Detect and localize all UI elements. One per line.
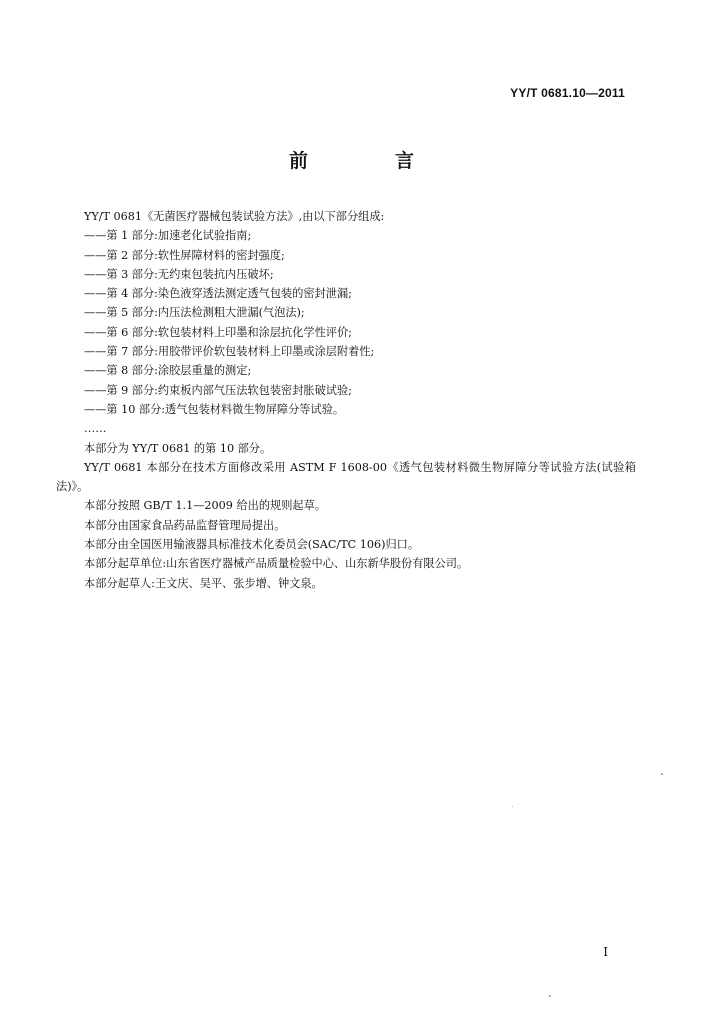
list-item: ——第 5 部分:内压法检测粗大泄漏(气泡法); — [84, 306, 305, 320]
scan-speck — [661, 773, 663, 775]
list-item: ——第 3 部分:无约束包装抗内压破坏; — [84, 267, 274, 281]
document-body — [56, 207, 636, 593]
paragraph-adoption: YY/T 0681 本部分在技术方面修改采用 ASTM F 1608-00《透气包装材料微生物屏障分等试验方法(试验箱法)》。 — [56, 460, 636, 494]
paragraph-proposer: 本部分由国家食品药品监督管理局提出。 — [84, 518, 286, 532]
page-number: I — [603, 945, 608, 959]
paragraph-drafters: 本部分起草人:王文庆、吴平、张步增、钟文泉。 — [84, 576, 323, 590]
intro-line: YY/T 0681《无菌医疗器械包装试验方法》,由以下部分组成: — [84, 210, 385, 223]
ellipsis: …… — [84, 422, 107, 436]
paragraph-drafting-rules: 本部分按照 GB/T 1.1—2009 给出的规则起草。 — [84, 499, 326, 513]
list-item: ——第 2 部分:软性屏障材料的密封强度; — [84, 248, 285, 262]
paragraph-committee: 本部分由全国医用输液器具标准技术化委员会(SAC/TC 106)归口。 — [84, 538, 420, 552]
paragraph-part-number: 本部分为 YY/T 0681 的第 10 部分。 — [84, 441, 272, 455]
standard-number: YY/T 0681.10—2011 — [510, 86, 625, 100]
parts-list — [56, 226, 636, 419]
list-item: ——第 6 部分:软包装材料上印墨和涂层抗化学性评价; — [84, 325, 352, 339]
list-item: ——第 9 部分:约束板内部气压法软包装密封胀破试验; — [84, 383, 352, 397]
page-title: 前 言 — [288, 150, 448, 172]
list-item: ——第 1 部分:加速老化试验指南; — [84, 229, 252, 243]
scan-speck — [512, 806, 513, 807]
list-item: ——第 4 部分:染色液穿透法测定透气包装的密封泄漏; — [84, 287, 352, 301]
list-item: ——第 8 部分:涂胶层重量的测定; — [84, 364, 252, 378]
scan-speck — [549, 995, 551, 997]
list-item: ——第 10 部分:透气包装材料微生物屏障分等试验。 — [84, 402, 345, 416]
paragraph-drafting-units: 本部分起草单位:山东省医疗器械产品质量检验中心、山东新华股份有限公司。 — [84, 557, 469, 571]
list-item: ——第 7 部分:用胶带评价软包装材料上印墨或涂层附着性; — [84, 345, 375, 359]
